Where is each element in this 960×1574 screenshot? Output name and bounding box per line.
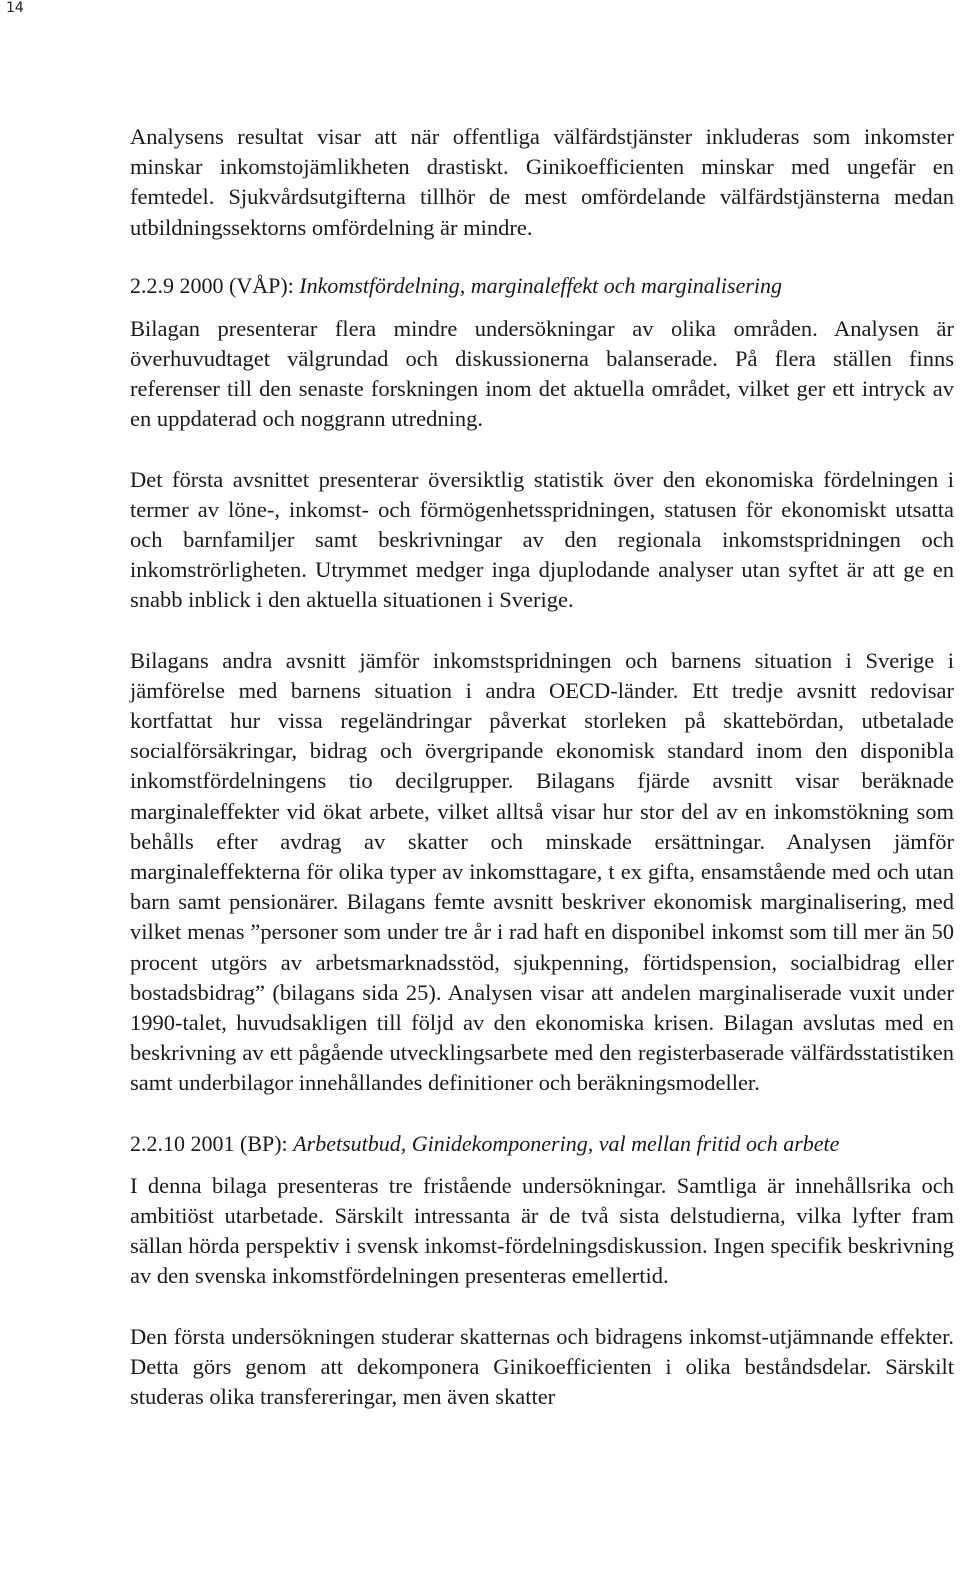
section-paragraph: Bilagan presenterar flera mindre undersökningar av olika områden. Analysen är överhuvudtaget välgrundad och diskussionerna balanserade. På flera ställen finns referenser till den senaste forskningen inom det aktuella området, vilket ger ett intryck av en uppdaterad och noggrann utredning. — [130, 315, 954, 432]
section-paragraph: I denna bilaga presenteras tre fristående undersökningar. Samtliga är innehållsrika och ambitiöst utarbetade. Särskilt intressanta är de två sista delstudierna, vilka lyfter fram sällan hörda perspektiv i svensk inkomst-fördelningsdiskussion. Ingen specifik beskrivning av den svenska inkomstfördelningen presenteras emellertid. — [130, 1172, 954, 1289]
section-paragraph: Bilagans andra avsnitt jämför inkomstspridningen och barnens situation i Sverige i jämförelse med barnens situation i andra OECD-länder. Ett tredje avsnitt redovisar kortfattat hur vissa regeländringar påverkat storleken på skattebördan, utbetalade socialförsäkringar, bidrag och övergripande ekonomisk standard inom den disponibla inkomstfördelningens tio decilgrupper. Bilagans fjärde avsnitt visar beräknade marginaleffekter vid ökat arbete, vilket alltså visar hur stor del av en inkomstökning som behålls efter avdrag av skatter och minskade ersättningar. Analysen jämför marginaleffekterna för olika typer av inkomsttagare, t ex gifta, ensamstående med och utan barn samt pensionärer. Bilagans femte avsnitt beskriver ekonomisk marginalisering, med vilket menas ”personer som under tre år i rad haft en disponibel inkomst som till mer än 50 procent utgörs av arbetsmarknadsstöd, sjukpenning, förtidspension, socialbidrag eller bostadsbidrag” (bilagans sida 25). Analysen visar att andelen marginaliserade vuxit under 1990-talet, huvudsakligen till följd av den ekonomiska krisen. Bilagan avslutas med en beskrivning av ett pågående utvecklingsarbete med den registerbaserade välfärdsstatistiken samt underbilagor innehållandes definitioner och beräkningsmodeller. — [130, 647, 954, 1096]
section-paragraph: Det första avsnittet presenterar översiktlig statistik över den ekonomiska fördelningen i termer av löne-, inkomst- och förmögenhetsspridningen, statusen för ekonomiskt utsatta och barnfamiljer samt beskrivningar av den regionala inkomstspridningen och inkomströrligheten. Utrymmet medger inga djuplodande analyser utan syftet är att ge en snabb inblick i den aktuella situationen i Sverige. — [130, 466, 954, 613]
section-number: 2.2.9 2000 (VÅP): — [130, 272, 294, 298]
section-number: 2.2.10 2001 (BP): — [130, 1130, 288, 1156]
section-paragraph: Den första undersökningen studerar skatternas och bidragens inkomst-utjämnande effekter. Detta görs genom att dekomponera Ginikoefficienten i olika beståndsdelar. Särskilt studeras olika transfereringar, men även skatter — [130, 1323, 954, 1409]
section-heading-2-2-9 — [130, 271, 954, 301]
document-body — [130, 122, 954, 1412]
section-heading-2-2-10 — [130, 1129, 954, 1159]
intro-paragraph: Analysens resultat visar att när offentliga välfärdstjänster inkluderas som inkomster minskar inkomstojämlikheten drastiskt. Ginikoefficienten minskar med ungefär en femtedel. Sjukvårdsutgifterna tillhör de mest omfördelande välfärdstjänsterna medan utbildningssektorns omfördelning är mindre. — [130, 124, 954, 240]
section-title: Arbetsutbud, Ginidekomponering, val mellan fritid och arbete — [293, 1130, 840, 1156]
section-title: Inkomstfördelning, marginaleffekt och marginalisering — [299, 272, 783, 298]
page-number: 14 — [6, 0, 24, 16]
